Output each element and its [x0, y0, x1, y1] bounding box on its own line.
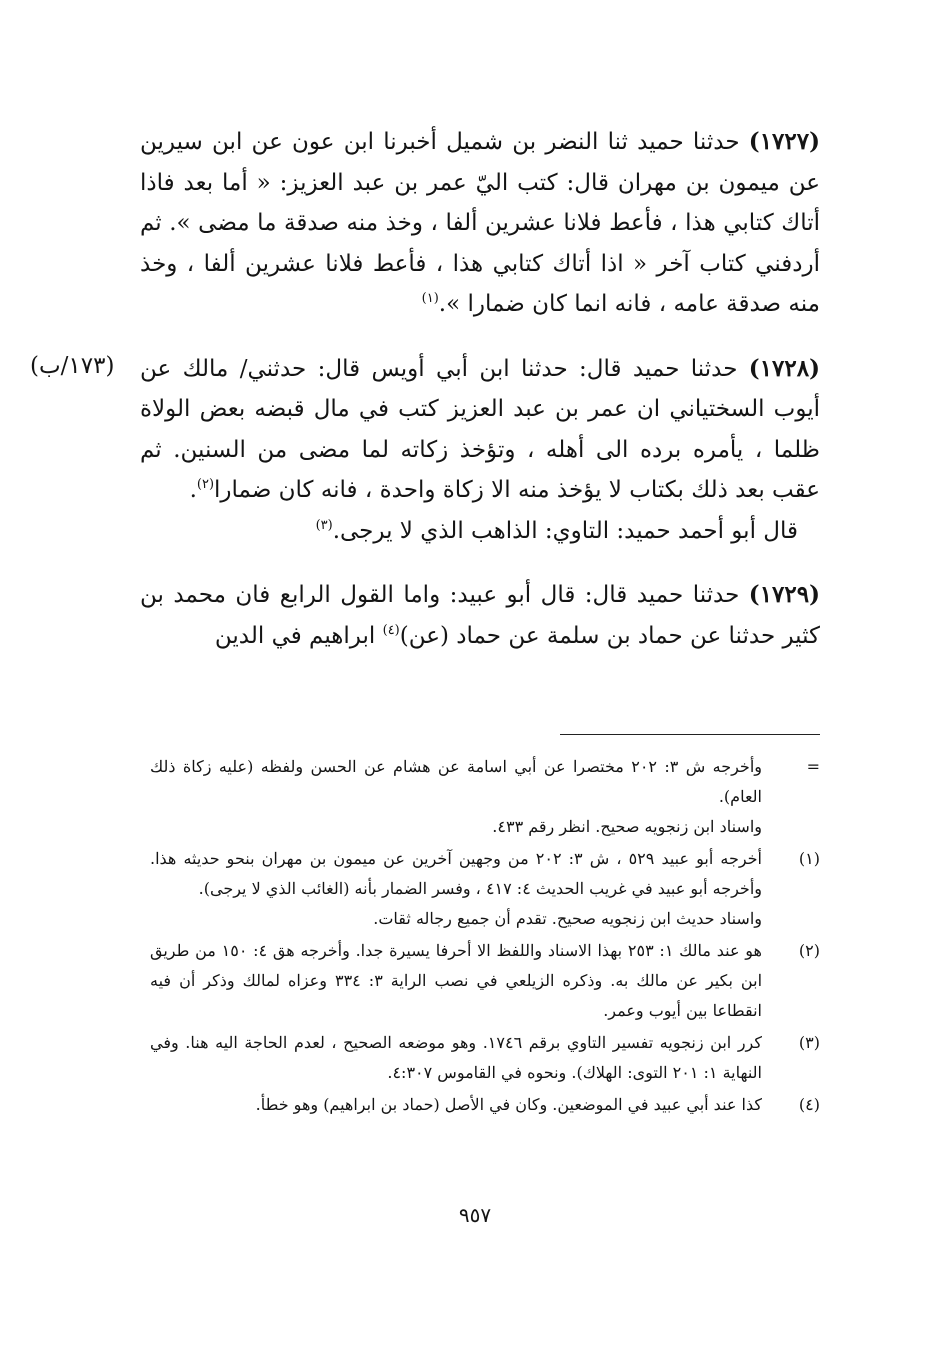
hadith-text: ابراهيم في الدين: [214, 622, 383, 649]
note-text: قال أبو أحمد حميد: التاوي: الذاهب الذي لا يرجى.: [332, 517, 798, 544]
footnote-body: [150, 1090, 762, 1120]
footnote-continued: [150, 752, 820, 842]
footnote-line: كرر ابن زنجويه تفسير التاوي برقم ١٧٤٦. وهو موضعه الصحيح ، لعدم الحاجة اليه هنا. وفي النهاية ١: ٢٠١ التوى: الهلاك). ونحوه في القاموس ٤:٣٠٧.: [150, 1033, 762, 1082]
hadith-number: (١٧٢٩): [748, 581, 820, 608]
main-text: [140, 122, 820, 680]
footnote-line: هو عند مالك ١: ٢٥٣ بهذا الاسناد واللفظ الا أحرفا يسيرة جدا. وأخرجه هق ٤: ١٥٠ من طريق ابن بكير عن مالك به. وذكره الزيلعي في نصب الراية ٣: ٣٣٤ وعزاه لمالك وذكر أن فيه انقطاعا بين أيوب وعمر.: [150, 941, 763, 1020]
footnote-mark: =: [806, 757, 820, 776]
hadith-text: حدثنا حميد قال: حدثنا ابن أبي أويس قال: حدثني/ مالك عن أيوب السختياني ان عمر بن عبد العزيز كتب في مال قبضه بعض الولاة ظلما ، يأمره برده الى أهله ، وتؤخذ زكاته لما مضى من السنين. ثم عقب بعد ذلك بكتاب لا يؤخذ منه الا زكاة واحدة ، فانه كان ضمارا: [140, 355, 820, 503]
footnote-1: [150, 844, 820, 934]
footnote-4: [150, 1090, 820, 1120]
footnote-separator: [560, 734, 820, 735]
hadith-text: حدثنا حميد قال: قال أبو عبيد: واما القول الرابع فان محمد بن كثير حدثنا عن حماد بن سلمة عن حماد (عن): [140, 582, 820, 649]
footnote-mark: (١): [798, 849, 820, 868]
hadith-1728: [140, 349, 820, 511]
footnote-body: [150, 752, 762, 842]
footnote-line: أخرجه أبو عبيد ٥٢٩ ، ش ٣: ٢٠٢ من وجهين آخرين عن ميمون بن مهران بنحو حديثه هذا. وأخرجه أبو عبيد في غريب الحديث ٤: ٤١٧ ، وفسر الضمار بأنه (الغائب الذي لا يرجى).: [150, 849, 763, 898]
footnote-3: [150, 1028, 820, 1088]
footnote-line: كذا عند أبي عبيد في الموضعين. وكان في الأصل (حماد بن ابراهيم) وهو خطأ.: [255, 1095, 762, 1114]
footnote-ref: (٣): [315, 517, 333, 533]
hadith-number: (١٧٢٧): [748, 128, 820, 155]
footnote-ref: (٢): [196, 477, 215, 492]
footnote-line: واسناد حديث ابن زنجويه صحيح. تقدم أن جميع رجاله ثقات.: [373, 909, 762, 928]
footnote-mark: (٤): [798, 1095, 820, 1114]
footnote-2: [150, 936, 820, 1026]
hadith-number: (١٧٢٨): [748, 354, 820, 382]
manuscript-folio-note: (١٧٣/ب): [30, 353, 115, 379]
footnote-ref: (١): [421, 291, 439, 306]
abu-ahmad-note: [140, 511, 820, 552]
hadith-end: .: [189, 477, 197, 503]
footnote-mark: (٣): [798, 1033, 820, 1052]
footnote-body: [150, 844, 762, 934]
footnote-line: واسناد ابن زنجويه صحيح. انظر رقم ٤٣٣.: [492, 817, 762, 836]
footnote-ref: (٤): [382, 622, 400, 638]
hadith-1727: [140, 122, 820, 325]
footnote-line: وأخرجه ش ٣: ٢٠٢ مختصرا عن أبي اسامة عن هشام عن الحسن ولفظه (عليه زكاة ذلك العام).: [150, 757, 762, 806]
page-number: ٩٥٧: [458, 1203, 492, 1227]
footnote-mark: (٢): [798, 941, 820, 960]
hadith-text: حدثنا حميد ثنا النضر بن شميل أخبرنا ابن عون عن ابن سيرين عن ميمون بن مهران قال: كتب اليّ عمر بن عبد العزيز: « أما بعد فاذا أتاك كتابي هذا ، فأعط فلانا عشرين ألفا ، وخذ منه صدقة ما مضى ». ثم أردفني كتاب آخر « اذا أتاك كتابي هذا ، فأعط فلانا عشرين ألفا ، وخذ منه صدقة عامه ، فانه انما كان ضمارا ».: [140, 129, 820, 317]
footnotes: [150, 752, 820, 1122]
footnote-body: [150, 1028, 762, 1088]
hadith-1729: [140, 575, 820, 656]
footnote-body: [150, 936, 762, 1026]
